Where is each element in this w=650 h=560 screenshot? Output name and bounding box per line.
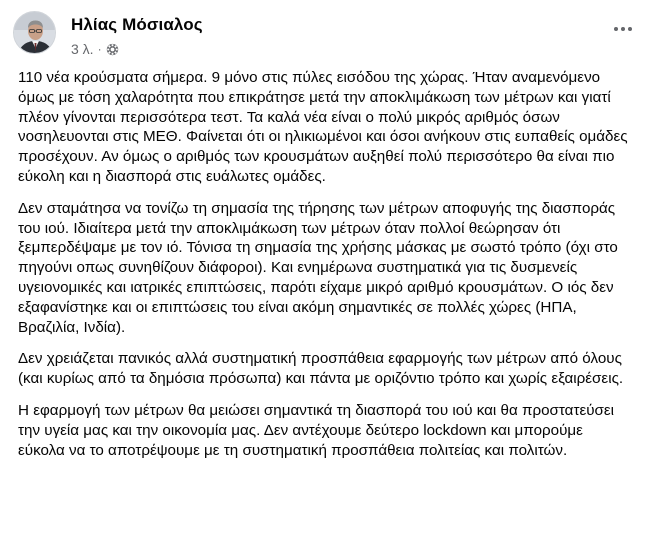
post-header bbox=[13, 7, 640, 67]
post-paragraph-1: 110 νέα κρούσματα σήμερα. 9 μόνο στις πύλες εισόδου της χώρας. Ήταν αναμενόμενο όμως με τόση χαλαρότητα που επικράτησε μετά την αποκλιμάκωση των μέτρων και γιατί πλέον γίνονται περισσότερα τεστ. Τα καλά νέα είναι ο πολύ μικρός αριθμός όσων νοσηλευονται στις ΜΕΘ. Φαίνεται ότι οι ηλικιωμένοι και όσοι ανήκουν στις ευπαθείς ομάδες προσέχουν. Αν όμως ο αριθμός των κρουσμάτων αυξηθεί πολύ περισσότερο θα είναι πιο εύκολη και η διασπορά στις ευάλωτες ομάδες. bbox=[18, 69, 628, 185]
post-paragraph-3: Δεν χρειάζεται πανικός αλλά συστηματική προσπάθεια εφαρμογής των μέτρων από όλους (και κυρίως από τα δημόσια πρόσωπα) και πάντα με οριζόντιο τρόπο και χωρίς εξαιρέσεις. bbox=[18, 350, 624, 388]
more-options-button[interactable] bbox=[610, 19, 636, 39]
post-paragraph-4: Η εφαρμογή των μέτρων θα μειώσει σημαντικά τη διασπορά του ιού και θα προστατεύσει την υγεία μας και την οικονομία μας. Δεν αντέχουμε δεύτερο lockdown και μπορούμε εύκολα να το αποτρέψουμε με τη συστηματική προσπάθεια πολιτείας και πολιτών. bbox=[18, 401, 615, 459]
meta-separator: · bbox=[97, 42, 102, 56]
avatar-photo-icon bbox=[14, 12, 56, 54]
post-meta bbox=[71, 40, 119, 58]
more-horizontal-icon bbox=[621, 27, 625, 31]
avatar[interactable] bbox=[13, 11, 56, 54]
author-name[interactable]: Ηλίας Μόσιαλος bbox=[71, 15, 203, 34]
more-horizontal-icon bbox=[628, 27, 632, 31]
post-timestamp[interactable]: 3 λ. bbox=[71, 41, 94, 57]
post-body bbox=[18, 68, 630, 472]
post-paragraph-2: Δεν σταμάτησα να τονίζω τη σημασία της τήρησης των μέτρων αποφυγής της διασποράς του ιού. Ιδιαίτερα μετά την αποκλιμάκωση των μέτρων όταν πολλοί θεώρησαν ότι ξεμπερδέψαμε με τον ιό. Τόνισα τη σημασία της χρήσης μάσκας με σωστό τρόπο (όχι στο πηγούνι οπως συνηθίζουν διάφοροι). Και ενημέρωνα συστηματικά για τις δυσμενείς υγειονομικές και ιατρικές επιπτώσεις, παρότι είχαμε μικρό αριθμό κρουσμάτων. Ο ιός δεν εξαφανίστηκε και οι επιπτώσεις του είναι ακόμη σημαντικές σε πολλές χώρες (ΗΠΑ, Βραζιλία, Ινδία). bbox=[18, 199, 618, 336]
globe-icon[interactable] bbox=[106, 43, 119, 56]
more-horizontal-icon bbox=[614, 27, 618, 31]
